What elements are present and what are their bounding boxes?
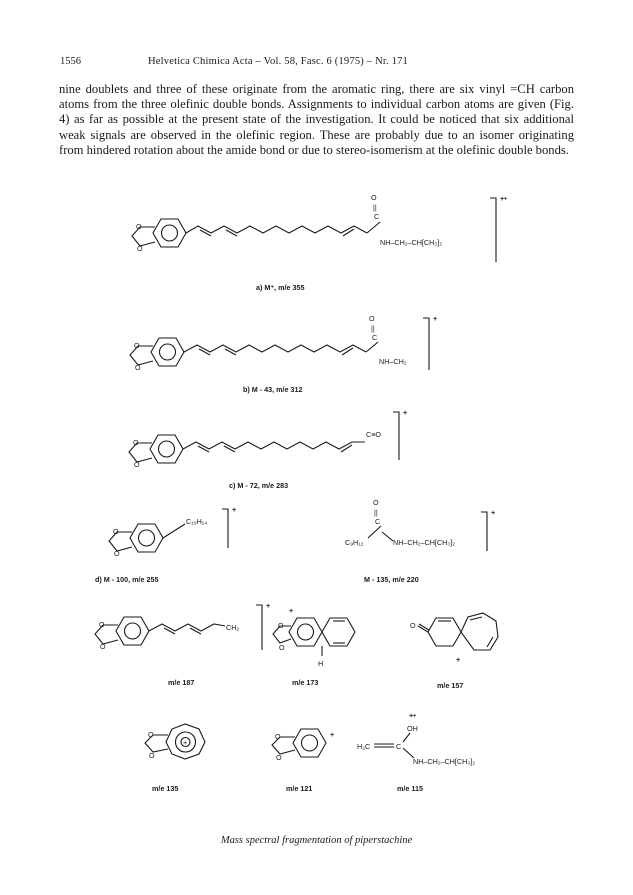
charge-symbol: + <box>456 655 461 664</box>
oxygen-atom: O <box>410 621 416 630</box>
carbonyl-oxygen: O <box>371 193 377 202</box>
double-bond-mark: || <box>374 508 378 517</box>
charge-symbol: +• <box>409 711 416 720</box>
double-bond <box>341 445 352 452</box>
double-bond <box>470 617 482 620</box>
structure-a <box>132 193 507 292</box>
charge-symbol: + <box>232 505 237 514</box>
oxygen-atom: O <box>134 341 140 350</box>
oxygen-atom: O <box>275 732 281 741</box>
oxygen-atom: O <box>100 642 106 651</box>
charge-symbol: + <box>266 601 271 610</box>
oxygen-atom: O <box>137 244 143 253</box>
aromatic-circle <box>125 623 141 639</box>
charge-bracket <box>490 198 496 262</box>
double-bond <box>164 628 175 634</box>
structure-i <box>145 724 205 793</box>
amide-group: NH–CH₂–CH[CH₃]₂ <box>393 538 456 547</box>
polyene-chain <box>186 226 367 233</box>
bond <box>366 342 378 352</box>
structure-f-label: m/e 187 <box>168 678 195 687</box>
double-bond <box>199 349 210 355</box>
amine-group: NH–CH₂–CH[CH₃]₂ <box>413 757 476 766</box>
bond <box>382 532 393 541</box>
methylene-group: CH₂ <box>226 623 240 632</box>
aromatic-circle <box>162 225 178 241</box>
methylene-group: H₂C <box>357 742 371 751</box>
benzene-ring <box>293 729 326 757</box>
benzene-ring <box>116 617 149 645</box>
carbon-atom: C <box>374 212 380 221</box>
double-bond <box>198 446 209 452</box>
structure-b-label: b) M - 43, m/e 312 <box>243 385 303 394</box>
oxygen-atom: O <box>276 753 282 762</box>
benzene-ring <box>151 338 184 366</box>
oxygen-atom: O <box>133 438 139 447</box>
structure-d-label: d) M - 100, m/e 255 <box>95 575 159 584</box>
structure-e <box>345 498 495 584</box>
alkyl-group: C₁₀H₁₄ <box>186 517 208 526</box>
oxygen-atom: O <box>113 527 119 536</box>
oxygen-atom: O <box>134 460 140 469</box>
charge-symbol: + <box>491 508 496 517</box>
structure-f <box>95 601 270 687</box>
carbon-atom: C <box>375 517 381 526</box>
double-bond-mark: || <box>371 324 375 333</box>
double-bond <box>342 348 353 355</box>
oxygen-atom: O <box>136 222 142 231</box>
charge-symbol: +• <box>500 194 507 203</box>
aromatic-circle <box>160 344 176 360</box>
structure-j-label: m/e 121 <box>286 784 313 793</box>
oxygen-atom: O <box>114 549 120 558</box>
charge-symbol: + <box>433 314 438 323</box>
double-bond <box>200 230 211 236</box>
figure-caption: Mass spectral fragmentation of piperstachine <box>220 835 413 846</box>
structure-c <box>129 408 407 490</box>
aromatic-circle <box>302 735 318 751</box>
bond <box>163 524 185 538</box>
structure-d <box>95 505 236 584</box>
carbon-atom: C <box>396 742 402 751</box>
structure-a-label: a) M⁺, m/e 355 <box>256 283 305 292</box>
charge-symbol: + <box>330 730 335 739</box>
oxygen-atom: O <box>278 621 284 630</box>
double-bond <box>487 637 493 647</box>
charge-bracket <box>222 509 228 548</box>
double-bond <box>190 628 201 634</box>
charge-symbol: + <box>289 606 294 615</box>
benzene-ring <box>289 618 322 646</box>
quinoid-ring <box>428 618 461 646</box>
structure-g <box>273 606 355 687</box>
double-bond <box>226 230 237 236</box>
charge-symbol: + <box>183 738 188 747</box>
aromatic-circle <box>139 530 155 546</box>
oxygen-atom: O <box>279 643 285 652</box>
paragraph-text: nine doublets and three of these originate from the aromatic ring, there are six vinyl =CH carbon atoms from the three olefinic double bonds. Assignments to individual carbon atoms are given (Fig. 4) as far as possible at the present state of the investigation. It could be noticed that six additional weak signals are observed in the olefinic region. These are probably due to an isomer originating from hindered rotation about the amide bond or due to stereo-isomerism at the olefinic double bonds. <box>59 82 574 157</box>
oxygen-atom: O <box>135 363 141 372</box>
structure-j <box>272 729 334 793</box>
oxygen-atom: O <box>99 620 105 629</box>
aromatic-circle <box>298 624 314 640</box>
amine-group: NH–CH₂ <box>379 357 407 366</box>
tropylium-ring <box>461 613 498 650</box>
structure-h-label: m/e 157 <box>437 681 464 690</box>
charge-bracket <box>393 412 399 460</box>
hydrogen-atom: H <box>318 659 324 668</box>
structure-e-label: M - 135, m/e 220 <box>364 575 419 584</box>
structure-k <box>357 711 475 793</box>
journal-header: Helvetica Chimica Acta – Vol. 58, Fasc. 6 (1975) – Nr. 171 <box>148 56 408 67</box>
oxygen-atom: O <box>148 730 154 739</box>
structure-h <box>410 613 498 690</box>
hydroxyl-group: OH <box>407 724 418 733</box>
bond <box>403 733 410 742</box>
double-bond <box>343 229 354 236</box>
polyene-chain <box>184 345 366 352</box>
benzene-ring <box>130 524 163 552</box>
fused-ring <box>322 618 355 646</box>
bond <box>367 222 380 233</box>
charge-bracket <box>423 318 429 370</box>
double-bond-mark: || <box>373 203 377 212</box>
benzene-ring <box>150 435 183 463</box>
carbonyl-oxygen: O <box>369 314 375 323</box>
structure-g-label: m/e 173 <box>292 678 319 687</box>
double-bond <box>374 744 394 747</box>
carbonyl-oxygen: O <box>373 498 379 507</box>
structure-i-label: m/e 135 <box>152 784 179 793</box>
double-bond <box>224 446 235 452</box>
charge-bracket <box>481 512 487 551</box>
benzene-ring <box>153 219 186 247</box>
polyene-chain <box>183 442 365 449</box>
carbon-atom: C <box>372 333 378 342</box>
diene-chain <box>149 624 225 631</box>
alkyl-group: C₉H₁₂ <box>345 538 364 547</box>
oxygen-atom: O <box>149 751 155 760</box>
structure-k-label: m/e 115 <box>397 784 423 793</box>
charge-bracket <box>256 605 262 650</box>
aromatic-circle <box>159 441 175 457</box>
page-number: 1556 <box>60 56 81 67</box>
charge-symbol: + <box>403 408 408 417</box>
structure-b <box>130 314 437 394</box>
amide-group: NH–CH₂–CH[CH₃]₂ <box>380 238 443 247</box>
acylium-group: C≡O <box>366 430 381 439</box>
bond <box>368 526 381 538</box>
double-bond <box>225 349 236 355</box>
structure-c-label: c) M - 72, m/e 283 <box>229 481 289 490</box>
